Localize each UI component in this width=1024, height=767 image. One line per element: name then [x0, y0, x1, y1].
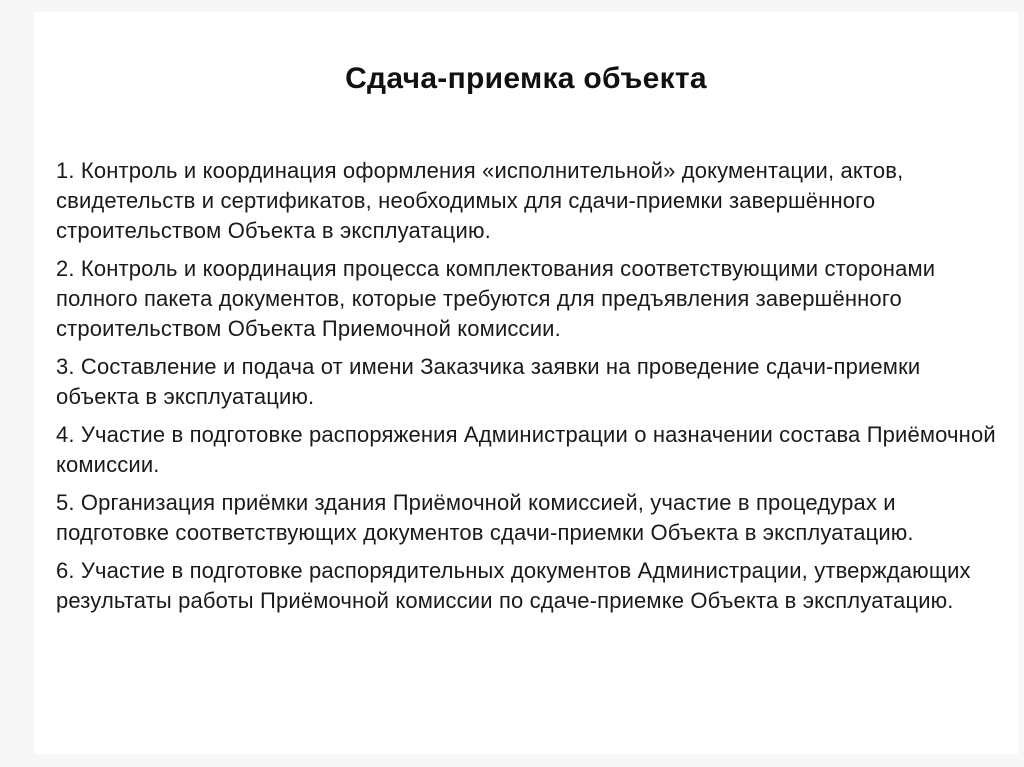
list-item: 6. Участие в подготовке распорядительных документов Администрации, утверждающих результаты работы Приёмочной комиссии по сдаче-приемке Объекта в эксплуатацию. — [56, 558, 971, 613]
slide-title: Сдача-приемка объекта — [345, 62, 707, 95]
slide-content — [34, 12, 1018, 754]
list-item: 4. Участие в подготовке распоряжения Администрации о назначении состава Приёмочной комиссии. — [56, 422, 996, 477]
list-item: 5. Организация приёмки здания Приёмочной комиссией, участие в процедурах и подготовке соответствующих документов сдачи-приемки Объекта в эксплуатацию. — [56, 490, 914, 545]
list-item: 3. Составление и подача от имени Заказчика заявки на проведение сдачи-приемки объекта в эксплуатацию. — [56, 354, 921, 409]
list-item: 2. Контроль и координация процесса комплектования соответствующими сторонами полного пакета документов, которые требуются для предъявления завершённого строительством Объекта Приемочной комиссии. — [56, 256, 936, 341]
item-list — [56, 156, 1006, 624]
list-item: 1. Контроль и координация оформления «исполнительной» документации, актов, свидетельств и сертификатов, необходимых для сдачи-приемки завершённого строительством Объекта в эксплуатацию. — [56, 158, 904, 243]
